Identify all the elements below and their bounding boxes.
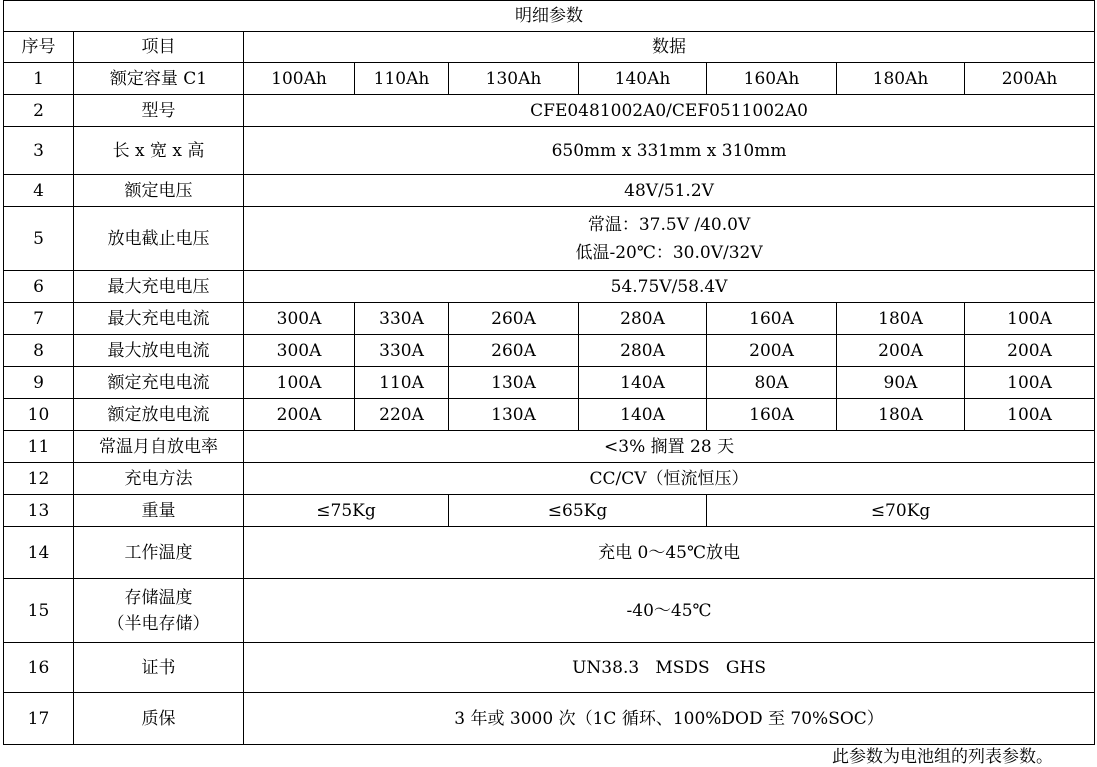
row-item: 放电截止电压 <box>74 207 244 271</box>
row-item: 最大充电电压 <box>74 271 244 303</box>
header-row <box>4 32 1095 63</box>
value-cell: 200A <box>837 335 965 367</box>
value-cell: 48V/51.2V <box>244 175 1095 207</box>
value-cell: 140A <box>579 367 707 399</box>
value-cell: CFE0481002A0/CEF0511002A0 <box>244 95 1095 127</box>
value-cell: 54.75V/58.4V <box>244 271 1095 303</box>
table-row <box>4 399 1095 431</box>
row-item: 额定充电电流 <box>74 367 244 399</box>
table-row <box>4 367 1095 399</box>
row-no: 3 <box>4 127 74 175</box>
row-no: 14 <box>4 527 74 579</box>
value-cell: 330A <box>355 303 449 335</box>
table-row <box>4 127 1095 175</box>
footer-note: 此参数为电池组的列表参数。 <box>832 747 1053 767</box>
header-item: 项目 <box>74 32 244 63</box>
row-no: 1 <box>4 63 74 95</box>
row-item: 额定放电电流 <box>74 399 244 431</box>
row-no: 4 <box>4 175 74 207</box>
value-cell: 80A <box>707 367 837 399</box>
row-item: 工作温度 <box>74 527 244 579</box>
row-item: 型号 <box>74 95 244 127</box>
value-cell: 130A <box>449 367 579 399</box>
value-cell: 180A <box>837 399 965 431</box>
table-row <box>4 463 1095 495</box>
value-cell: 130A <box>449 399 579 431</box>
value-cell: 220A <box>355 399 449 431</box>
value-cell: 330A <box>355 335 449 367</box>
table-title-row <box>4 1 1095 32</box>
value-cell: 280A <box>579 335 707 367</box>
value-cell: 100Ah <box>244 63 355 95</box>
value-cell: 130Ah <box>449 63 579 95</box>
value-cell: 300A <box>244 335 355 367</box>
row-item: 最大放电电流 <box>74 335 244 367</box>
value-cell: 300A <box>244 303 355 335</box>
table-row <box>4 271 1095 303</box>
value-cell: 200A <box>707 335 837 367</box>
table-row <box>4 207 1095 271</box>
value-cell: CC/CV（恒流恒压） <box>244 463 1095 495</box>
table-row <box>4 63 1095 95</box>
table-title: 明细参数 <box>4 1 1095 32</box>
value-cell: 160Ah <box>707 63 837 95</box>
value-cell: ≤65Kg <box>449 495 707 527</box>
value-cell: 100A <box>965 303 1095 335</box>
value-cell: 280A <box>579 303 707 335</box>
value-cell: 110Ah <box>355 63 449 95</box>
table-row <box>4 495 1095 527</box>
value-cell: 90A <box>837 367 965 399</box>
value-cell: 180Ah <box>837 63 965 95</box>
value-cell: 100A <box>965 399 1095 431</box>
header-no: 序号 <box>4 32 74 63</box>
item-line: 存储温度 <box>124 587 193 608</box>
row-item: 充电方法 <box>74 463 244 495</box>
row-item: 常温月自放电率 <box>74 431 244 463</box>
row-no: 10 <box>4 399 74 431</box>
row-no: 6 <box>4 271 74 303</box>
value-cell: 110A <box>355 367 449 399</box>
value-cell: ≤75Kg <box>244 495 449 527</box>
value-cell: 200A <box>244 399 355 431</box>
table-row <box>4 693 1095 745</box>
value-cell: <3% 搁置 28 天 <box>244 431 1095 463</box>
value-cell: 160A <box>707 399 837 431</box>
header-data: 数据 <box>244 32 1095 63</box>
row-item: 质保 <box>74 693 244 745</box>
row-no: 5 <box>4 207 74 271</box>
row-no: 8 <box>4 335 74 367</box>
table-row <box>4 527 1095 579</box>
value-cell: 200Ah <box>965 63 1095 95</box>
value-cell: 650mm x 331mm x 310mm <box>244 127 1095 175</box>
value-cell: 260A <box>449 335 579 367</box>
row-no: 7 <box>4 303 74 335</box>
value-cell: -40～45℃ <box>244 579 1095 643</box>
row-no: 12 <box>4 463 74 495</box>
table-row <box>4 303 1095 335</box>
row-no: 11 <box>4 431 74 463</box>
table-row <box>4 431 1095 463</box>
value-cell: 180A <box>837 303 965 335</box>
row-no: 2 <box>4 95 74 127</box>
row-item: 额定电压 <box>74 175 244 207</box>
value-line: 低温-20℃：30.0V/32V <box>575 242 763 263</box>
row-item: 重量 <box>74 495 244 527</box>
item-line: （半电存储） <box>107 613 210 634</box>
value-cell: 3 年或 3000 次（1C 循环、100%DOD 至 70%SOC） <box>244 693 1095 745</box>
row-no: 15 <box>4 579 74 643</box>
table-row <box>4 95 1095 127</box>
value-cell: 140A <box>579 399 707 431</box>
value-cell: 140Ah <box>579 63 707 95</box>
table-row <box>4 175 1095 207</box>
value-cell: 260A <box>449 303 579 335</box>
value-cell: 充电 0～45℃放电 <box>244 527 1095 579</box>
value-cell <box>244 207 1095 271</box>
table-row <box>4 579 1095 643</box>
value-cell: 100A <box>244 367 355 399</box>
row-no: 17 <box>4 693 74 745</box>
value-cell: ≤70Kg <box>707 495 1095 527</box>
row-item: 长 x 宽 x 高 <box>74 127 244 175</box>
row-item: 证书 <box>74 643 244 693</box>
row-no: 9 <box>4 367 74 399</box>
value-cell: 100A <box>965 367 1095 399</box>
row-no: 16 <box>4 643 74 693</box>
row-item: 最大充电电流 <box>74 303 244 335</box>
spec-table <box>3 0 1095 745</box>
row-item <box>74 579 244 643</box>
row-no: 13 <box>4 495 74 527</box>
value-cell: 160A <box>707 303 837 335</box>
value-line: 常温：37.5V /40.0V <box>587 214 751 235</box>
row-item: 额定容量 C1 <box>74 63 244 95</box>
value-cell: 200A <box>965 335 1095 367</box>
table-row <box>4 335 1095 367</box>
value-cell: UN38.3 MSDS GHS <box>244 643 1095 693</box>
table-row <box>4 643 1095 693</box>
